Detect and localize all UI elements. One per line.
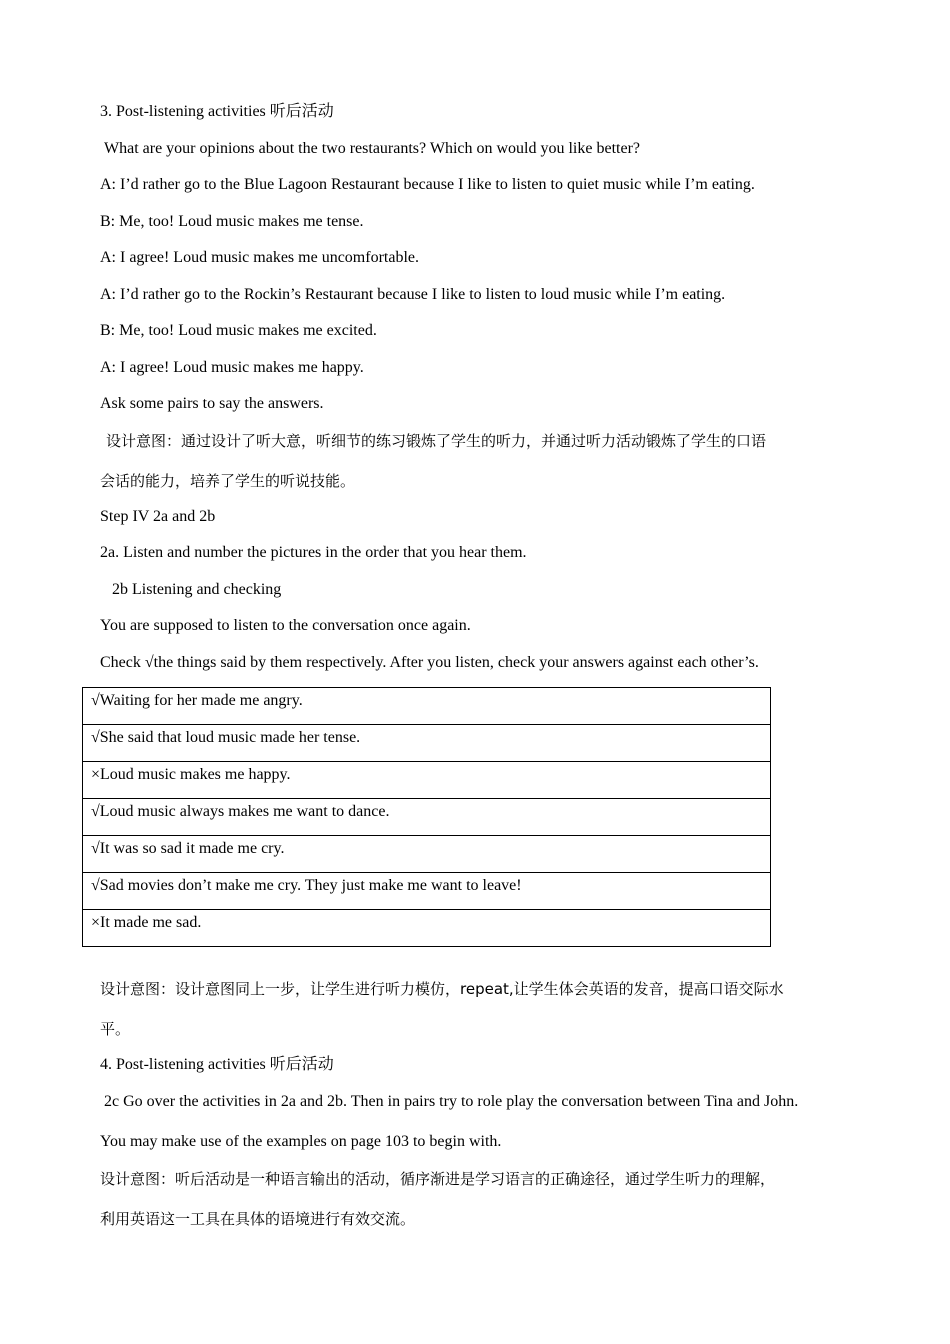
design-intent-2-line-2: 平。 — [100, 1020, 131, 1038]
table-cell: ×Loud music makes me happy. — [83, 762, 771, 799]
dialogue-line-1: A: I’d rather go to the Blue Lagoon Restaurant because I like to listen to quiet music while I’m eating. — [100, 176, 755, 193]
table-row — [83, 910, 771, 947]
table-cell: √Sad movies don’t make me cry. They just make me want to leave! — [83, 873, 771, 910]
task-2b: 2b Listening and checking — [112, 581, 282, 598]
opinion-question: What are your opinions about the two restaurants? Which on would you like better? — [104, 140, 640, 157]
dialogue-line-2: B: Me, too! Loud music makes me tense. — [100, 213, 364, 230]
listen-again-instruction: You are supposed to listen to the conversation once again. — [100, 617, 471, 634]
table-cell: √She said that loud music made her tense. — [83, 725, 771, 762]
check-instruction: Check √the things said by them respectively. After you listen, check your answers against each other’s. — [100, 654, 759, 671]
section3-heading: 3. Post-listening activities 听后活动 — [100, 103, 334, 120]
table-cell: √Loud music always makes me want to dance. — [83, 799, 771, 836]
dialogue-line-3: A: I agree! Loud music makes me uncomfortable. — [100, 249, 419, 266]
step4-heading: Step IV 2a and 2b — [100, 508, 216, 525]
design-intent-1-line-2: 会话的能力，培养了学生的听说技能。 — [100, 472, 356, 490]
section4-heading: 4. Post-listening activities 听后活动 — [100, 1056, 334, 1073]
design-intent-3-line-1: 设计意图：听后活动是一种语言输出的活动，循序渐进是学习语言的正确途径，通过学生听力的理解， — [100, 1170, 776, 1188]
dialogue-line-6: A: I agree! Loud music makes me happy. — [100, 359, 364, 376]
design-intent-3-line-2: 利用英语这一工具在具体的语境进行有效交流。 — [100, 1210, 416, 1228]
dialogue-line-4: A: I’d rather go to the Rockin’s Restaurant because I like to listen to loud music while I’m eating. — [100, 286, 726, 303]
table-row — [83, 688, 771, 725]
dialogue-line-5: B: Me, too! Loud music makes me excited. — [100, 322, 377, 339]
table-row — [83, 799, 771, 836]
check-table — [82, 687, 771, 947]
pairs-instruction: Ask some pairs to say the answers. — [100, 395, 324, 412]
table-row — [83, 762, 771, 799]
design-intent-2-line-1: 设计意图：设计意图同上一步，让学生进行听力模仿，repeat,让学生体会英语的发音，提高口语交际水 — [100, 980, 784, 998]
table-row — [83, 873, 771, 910]
task-2a: 2a. Listen and number the pictures in the order that you hear them. — [100, 544, 527, 561]
table-row — [83, 725, 771, 762]
task-2c: 2c Go over the activities in 2a and 2b. Then in pairs try to role play the conversation between Tina and John. — [104, 1093, 799, 1110]
table-row — [83, 836, 771, 873]
table-cell: ×It made me sad. — [83, 910, 771, 947]
table-cell: √Waiting for her made me angry. — [83, 688, 771, 725]
table-cell: √It was so sad it made me cry. — [83, 836, 771, 873]
design-intent-1-line-1: 设计意图：通过设计了听大意，听细节的练习锻炼了学生的听力，并通过听力活动锻炼了学生的口语 — [106, 432, 767, 450]
examples-instruction: You may make use of the examples on page 103 to begin with. — [100, 1133, 502, 1150]
